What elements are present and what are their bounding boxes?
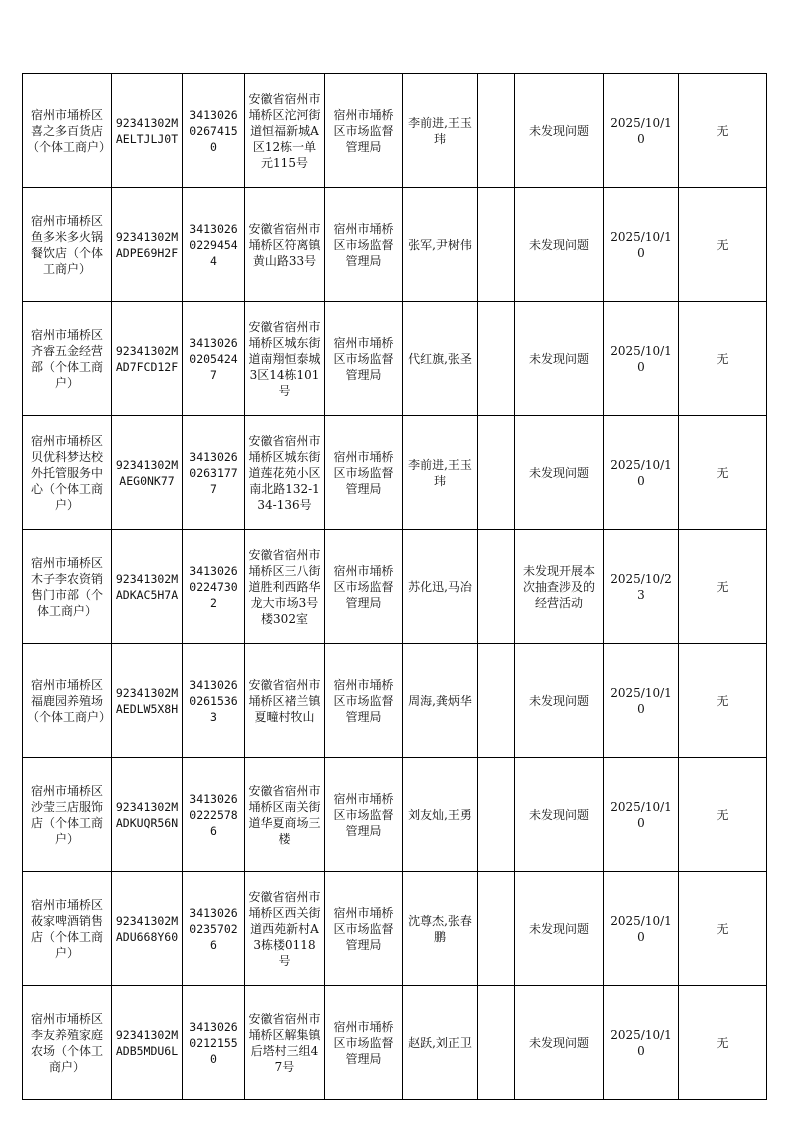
credit-code-cell: 92341302MAEDLW5X8H bbox=[112, 644, 183, 758]
table-row bbox=[23, 416, 767, 530]
inspection-table bbox=[22, 73, 767, 1100]
empty-cell bbox=[478, 302, 515, 416]
empty-cell bbox=[478, 416, 515, 530]
address-cell: 安徽省宿州市埇桥区南关街道华夏商场三楼 bbox=[245, 758, 325, 872]
result-cell: 未发现问题 bbox=[515, 644, 604, 758]
credit-code-cell: 92341302MADKAC5H7A bbox=[112, 530, 183, 644]
note-cell: 无 bbox=[679, 188, 767, 302]
address-cell: 安徽省宿州市埇桥区符离镇黄山路33号 bbox=[245, 188, 325, 302]
note-cell: 无 bbox=[679, 986, 767, 1100]
credit-code-cell: 92341302MAEG0NK77 bbox=[112, 416, 183, 530]
empty-cell bbox=[478, 530, 515, 644]
registration-number-cell: 341302602631777 bbox=[183, 416, 245, 530]
registration-number-cell: 341302602054247 bbox=[183, 302, 245, 416]
inspectors-cell: 周海,龚炳华 bbox=[403, 644, 478, 758]
table-row bbox=[23, 302, 767, 416]
date-cell: 2025/10/10 bbox=[604, 188, 679, 302]
date-cell: 2025/10/10 bbox=[604, 758, 679, 872]
inspectors-cell: 李前进,王玉玮 bbox=[403, 74, 478, 188]
address-cell: 安徽省宿州市埇桥区城东街道莲花苑小区南北路132-134-136号 bbox=[245, 416, 325, 530]
address-cell: 安徽省宿州市埇桥区沱河街道恒福新城A区12栋一单元115号 bbox=[245, 74, 325, 188]
empty-cell bbox=[478, 758, 515, 872]
business-name-cell: 宿州市埇桥区莜家啤酒销售店（个体工商户） bbox=[23, 872, 112, 986]
address-cell: 安徽省宿州市埇桥区三八街道胜利西路华龙大市场3号楼302室 bbox=[245, 530, 325, 644]
business-name-cell: 宿州市埇桥区李友养殖家庭农场（个体工商户） bbox=[23, 986, 112, 1100]
result-cell: 未发现问题 bbox=[515, 872, 604, 986]
authority-cell: 宿州市埇桥区市场监督管理局 bbox=[325, 872, 403, 986]
table-row bbox=[23, 644, 767, 758]
business-name-cell: 宿州市埇桥区贝优科梦达校外托管服务中心（个体工商户） bbox=[23, 416, 112, 530]
date-cell: 2025/10/10 bbox=[604, 872, 679, 986]
result-cell: 未发现问题 bbox=[515, 302, 604, 416]
empty-cell bbox=[478, 872, 515, 986]
inspectors-cell: 沈尊杰,张春鹏 bbox=[403, 872, 478, 986]
date-cell: 2025/10/10 bbox=[604, 302, 679, 416]
credit-code-cell: 92341302MAELTJLJ0T bbox=[112, 74, 183, 188]
business-name-cell: 宿州市埇桥区齐睿五金经营部（个体工商户） bbox=[23, 302, 112, 416]
inspectors-cell: 刘友灿,王勇 bbox=[403, 758, 478, 872]
registration-number-cell: 341302602247302 bbox=[183, 530, 245, 644]
business-name-cell: 宿州市埇桥区沙莹三店服饰店（个体工商户） bbox=[23, 758, 112, 872]
date-cell: 2025/10/10 bbox=[604, 644, 679, 758]
table-row bbox=[23, 74, 767, 188]
credit-code-cell: 92341302MADPE69H2F bbox=[112, 188, 183, 302]
authority-cell: 宿州市埇桥区市场监督管理局 bbox=[325, 644, 403, 758]
inspectors-cell: 赵跃,刘正卫 bbox=[403, 986, 478, 1100]
address-cell: 安徽省宿州市埇桥区西关街道西苑新村A3栋楼0118号 bbox=[245, 872, 325, 986]
table-row bbox=[23, 758, 767, 872]
empty-cell bbox=[478, 986, 515, 1100]
authority-cell: 宿州市埇桥区市场监督管理局 bbox=[325, 74, 403, 188]
authority-cell: 宿州市埇桥区市场监督管理局 bbox=[325, 302, 403, 416]
registration-number-cell: 341302602357026 bbox=[183, 872, 245, 986]
inspectors-cell: 代红旗,张圣 bbox=[403, 302, 478, 416]
note-cell: 无 bbox=[679, 644, 767, 758]
note-cell: 无 bbox=[679, 530, 767, 644]
result-cell: 未发现问题 bbox=[515, 986, 604, 1100]
inspectors-cell: 张军,尹树伟 bbox=[403, 188, 478, 302]
registration-number-cell: 341302602674150 bbox=[183, 74, 245, 188]
empty-cell bbox=[478, 188, 515, 302]
result-cell: 未发现问题 bbox=[515, 416, 604, 530]
registration-number-cell: 341302602225786 bbox=[183, 758, 245, 872]
empty-cell bbox=[478, 644, 515, 758]
authority-cell: 宿州市埇桥区市场监督管理局 bbox=[325, 758, 403, 872]
table-body bbox=[23, 74, 767, 1100]
address-cell: 安徽省宿州市埇桥区解集镇后塔村三组47号 bbox=[245, 986, 325, 1100]
registration-number-cell: 341302602121550 bbox=[183, 986, 245, 1100]
authority-cell: 宿州市埇桥区市场监督管理局 bbox=[325, 986, 403, 1100]
business-name-cell: 宿州市埇桥区喜之多百货店（个体工商户） bbox=[23, 74, 112, 188]
note-cell: 无 bbox=[679, 416, 767, 530]
credit-code-cell: 92341302MADU668Y60 bbox=[112, 872, 183, 986]
address-cell: 安徽省宿州市埇桥区城东街道南翔恒泰城3区14栋101号 bbox=[245, 302, 325, 416]
result-cell: 未发现问题 bbox=[515, 74, 604, 188]
credit-code-cell: 92341302MADKUQR56N bbox=[112, 758, 183, 872]
empty-cell bbox=[478, 74, 515, 188]
date-cell: 2025/10/10 bbox=[604, 416, 679, 530]
table-row bbox=[23, 986, 767, 1100]
business-name-cell: 宿州市埇桥区木子李农资销售门市部（个体工商户） bbox=[23, 530, 112, 644]
note-cell: 无 bbox=[679, 872, 767, 986]
registration-number-cell: 341302602615363 bbox=[183, 644, 245, 758]
date-cell: 2025/10/10 bbox=[604, 986, 679, 1100]
inspectors-cell: 李前进,王玉玮 bbox=[403, 416, 478, 530]
table-row bbox=[23, 530, 767, 644]
credit-code-cell: 92341302MAD7FCD12F bbox=[112, 302, 183, 416]
result-cell: 未发现问题 bbox=[515, 758, 604, 872]
credit-code-cell: 92341302MADB5MDU6L bbox=[112, 986, 183, 1100]
authority-cell: 宿州市埇桥区市场监督管理局 bbox=[325, 416, 403, 530]
registration-number-cell: 341302602294544 bbox=[183, 188, 245, 302]
inspectors-cell: 苏化迅,马冶 bbox=[403, 530, 478, 644]
table-row bbox=[23, 188, 767, 302]
table-row bbox=[23, 872, 767, 986]
date-cell: 2025/10/23 bbox=[604, 530, 679, 644]
address-cell: 安徽省宿州市埇桥区褚兰镇夏疃村牧山 bbox=[245, 644, 325, 758]
business-name-cell: 宿州市埇桥区鱼多米多火锅餐饮店（个体工商户） bbox=[23, 188, 112, 302]
authority-cell: 宿州市埇桥区市场监督管理局 bbox=[325, 188, 403, 302]
authority-cell: 宿州市埇桥区市场监督管理局 bbox=[325, 530, 403, 644]
note-cell: 无 bbox=[679, 302, 767, 416]
business-name-cell: 宿州市埇桥区福鹿园养殖场（个体工商户） bbox=[23, 644, 112, 758]
note-cell: 无 bbox=[679, 758, 767, 872]
note-cell: 无 bbox=[679, 74, 767, 188]
date-cell: 2025/10/10 bbox=[604, 74, 679, 188]
result-cell: 未发现问题 bbox=[515, 188, 604, 302]
result-cell: 未发现开展本次抽查涉及的经营活动 bbox=[515, 530, 604, 644]
